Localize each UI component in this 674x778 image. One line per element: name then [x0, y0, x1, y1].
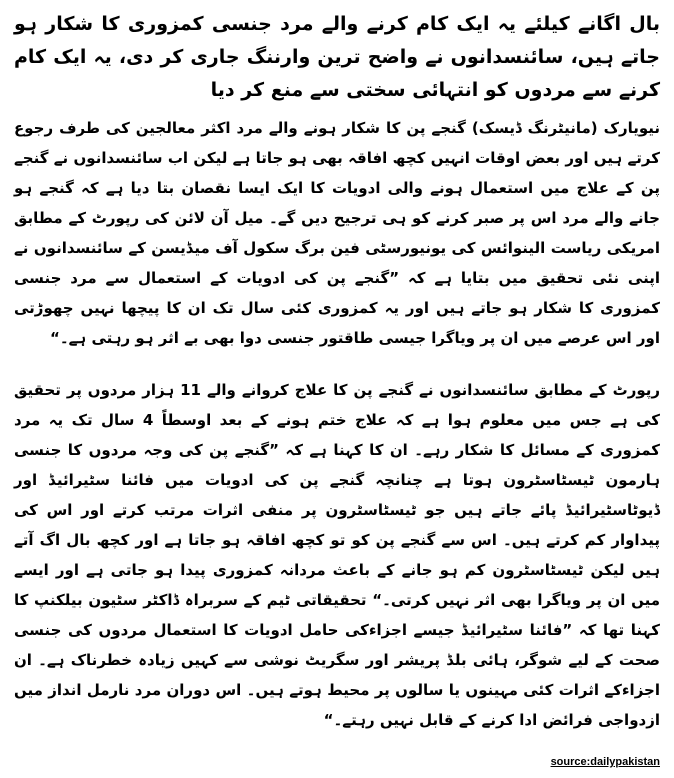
news-article — [14, 8, 660, 735]
source-credit: source:dailypakistan — [550, 756, 660, 768]
article-headline: بال اگانے کیلئے یہ ایک کام کرنے والے مرد جنسی کمزوری کا شکار ہو جاتے ہیں، سائنسدانوں نے واضح ترین وارننگ جاری کر دی، یہ ایک کام کرنے سے مردوں کو انتہائی سختی سے منع کر دیا — [14, 13, 660, 101]
article-paragraph-1: نیویارک (مانیٹرنگ ڈیسک) گنجے پن کا شکار ہونے والے مرد اکثر معالجین کی طرف رجوع کرتے ہیں اور بعض اوقات انہیں کچھ افاقہ بھی ہو جاتا ہے لیکن اب سائنسدانوں نے گنجے پن کے علاج میں استعمال ہونے والی ادویات کا ایک ایسا نقصان بتا دیا ہے کہ گنجے ہو جانے والے مرد اس پر صبر کرنے کو ہی ترجیح دیں گے۔ میل آن لائن کی رپورٹ کے مطابق امریکی ریاست الینوائس کی یونیورسٹی فین برگ سکول آف میڈیسن کے سائنسدانوں نے اپنی نئی تحقیق میں بتایا ہے کہ ”گنجے پن کی ادویات کے استعمال سے مرد جنسی کمزوری کا شکار ہو جاتے ہیں اور یہ کمزوری کئی سال تک ان کا پیچھا نہیں چھوڑتی اور اس عرصے میں ان پر ویاگرا جیسی طاقتور جنسی دوا بھی بے اثر ہو رہتی ہے۔“ — [14, 119, 660, 347]
article-paragraph-2: رپورٹ کے مطابق سائنسدانوں نے گنجے پن کا علاج کروانے والے 11 ہزار مردوں پر تحقیق کی ہے جس میں معلوم ہوا ہے کہ علاج ختم ہونے کے بعد اوسطاً 4 سال تک یہ مرد کمزوری کے مسائل کا شکار رہے۔ ان کا کہنا ہے کہ ”گنجے پن کی وجہ مردوں کا جنسی ہارمون ٹیسٹاسٹرون ہوتا ہے چنانچہ گنجے پن کی ادویات میں فائنا سٹیرائیڈ اور ڈیوٹاسٹیرائیڈ پائے جاتے ہیں جو ٹیسٹاسٹرون پر منفی اثرات مرتب کرتے اور اس کی پیداوار کم کرتے ہیں۔ اس سے گنجے پن کو تو کچھ افاقہ ہو جاتا ہے اور کچھ بال اگ آتے ہیں لیکن ٹیسٹاسٹرون کم ہو جانے کے باعث مردانہ کمزوری پیدا ہو جاتی ہے اور ایسے میں ان پر ویاگرا بھی اثر نہیں کرتی۔“ تحقیقاتی ٹیم کے سربراہ ڈاکٹر سٹیون بیلکنپ کا کہنا تھا کہ ”فائنا سٹیرائیڈ جیسے اجزاءکی حامل ادویات کا استعمال مردوں کی جنسی صحت کے لیے شوگر، ہائی بلڈ پریشر اور سگریٹ نوشی سے کہیں زیادہ خطرناک ہے۔ ان اجزاءکے اثرات کئی مہینوں یا سالوں پر محیط ہوتے ہیں۔ اس دوران مرد نارمل انداز میں ازدواجی فرائض ادا کرنے کے قابل نہیں رہتے۔“ — [14, 381, 660, 729]
